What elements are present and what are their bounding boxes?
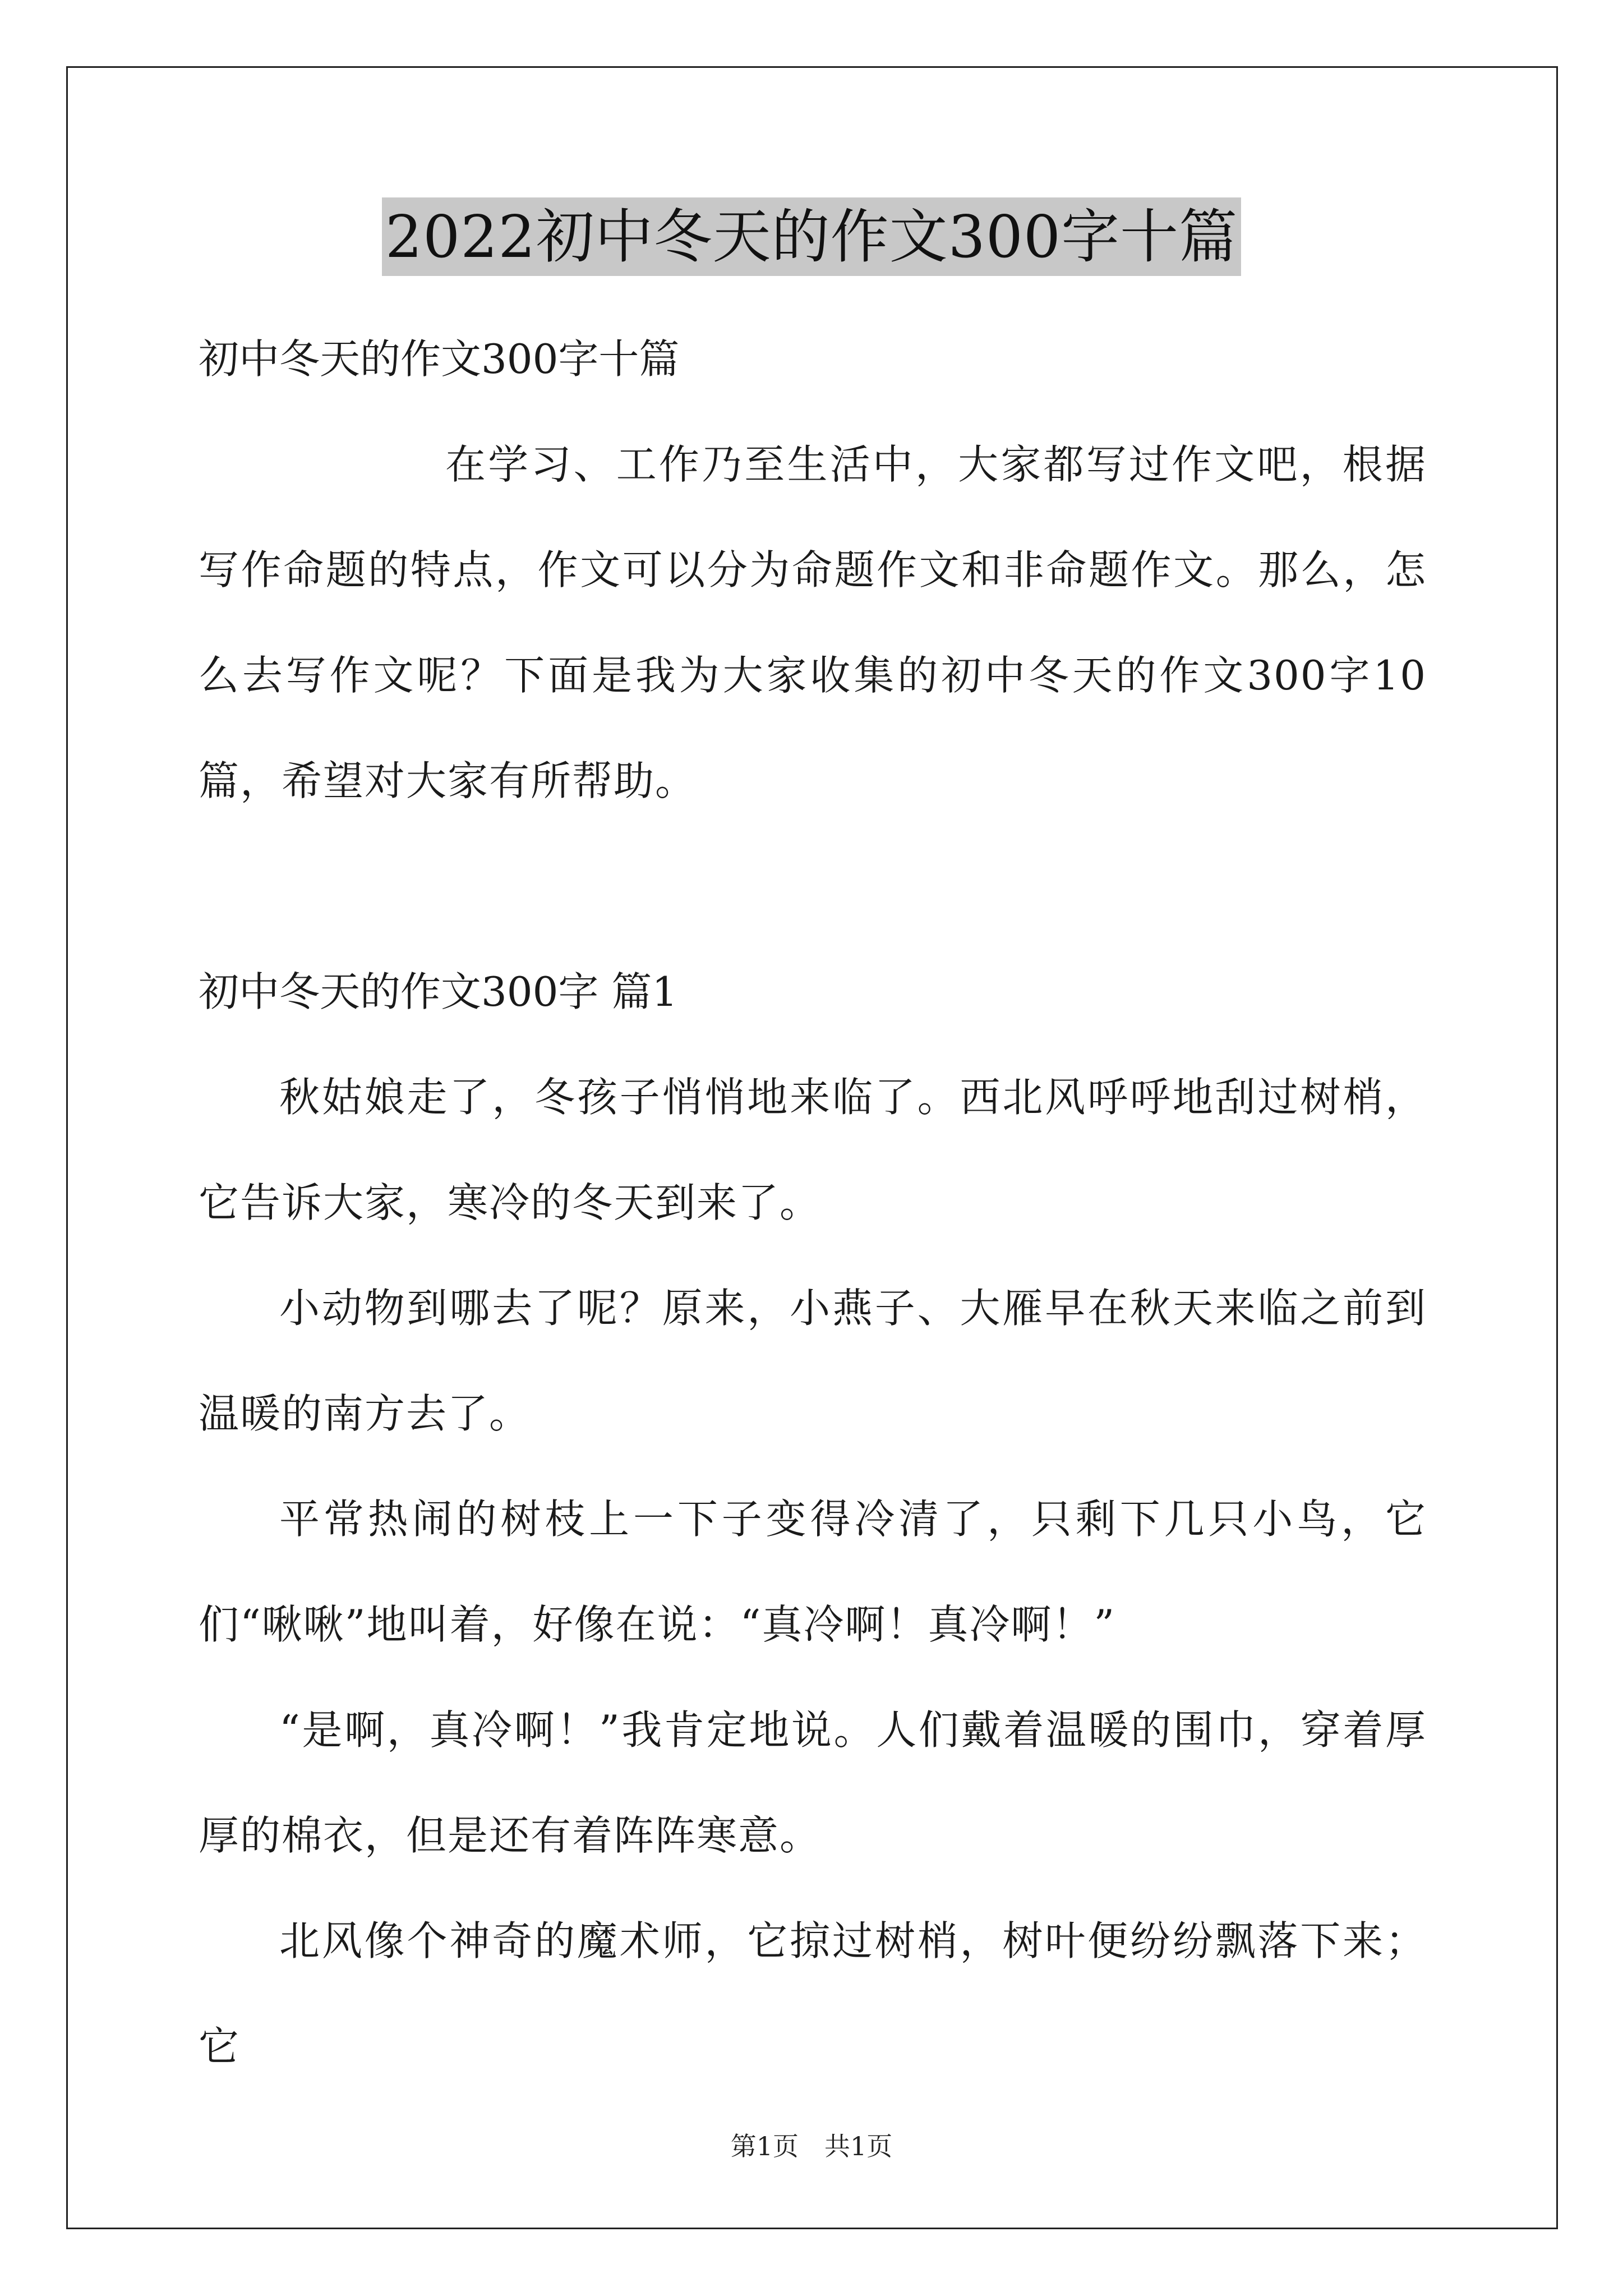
body-paragraph: 秋姑娘走了，冬孩子悄悄地来临了。西北风呼呼地刮过树梢，它告诉大家，寒冷的冬天到来了。 bbox=[199, 1074, 1427, 1226]
intro-paragraph: 在学习、工作乃至生活中，大家都写过作文吧，根据写作命题的特点，作文可以分为命题作文和非命题作文。那么，怎么去写作文呢？下面是我为大家收集的初中冬天的作文300字10篇，希望对大家有所帮助。 bbox=[199, 441, 1427, 804]
body-paragraph: 北风像个神奇的魔术师，它掠过树梢，树叶便纷纷飘落下来；它 bbox=[199, 1917, 1427, 2070]
document-title: 2022初中冬天的作文300字十篇 bbox=[382, 197, 1241, 276]
document-subtitle: 初中冬天的作文300字十篇 bbox=[199, 335, 680, 383]
body-paragraph: 平常热闹的树枝上一下子变得冷清了，只剩下几只小鸟，它们“啾啾”地叫着，好像在说：“真冷啊！真冷啊！” bbox=[199, 1496, 1427, 1648]
section-heading: 初中冬天的作文300字 篇1 bbox=[199, 968, 678, 1015]
spacer bbox=[199, 834, 1427, 939]
body-paragraph: “是啊，真冷啊！”我肯定地说。人们戴着温暖的围巾，穿着厚厚的棉衣，但是还有着阵阵寒意。 bbox=[199, 1706, 1427, 1859]
document-body bbox=[199, 306, 1427, 2099]
body-paragraph: 小动物到哪去了呢？原来，小燕子、大雁早在秋天来临之前到温暖的南方去了。 bbox=[199, 1285, 1427, 1437]
page-footer: 第1页 共1页 bbox=[730, 2131, 893, 2161]
title-container bbox=[0, 197, 1623, 276]
